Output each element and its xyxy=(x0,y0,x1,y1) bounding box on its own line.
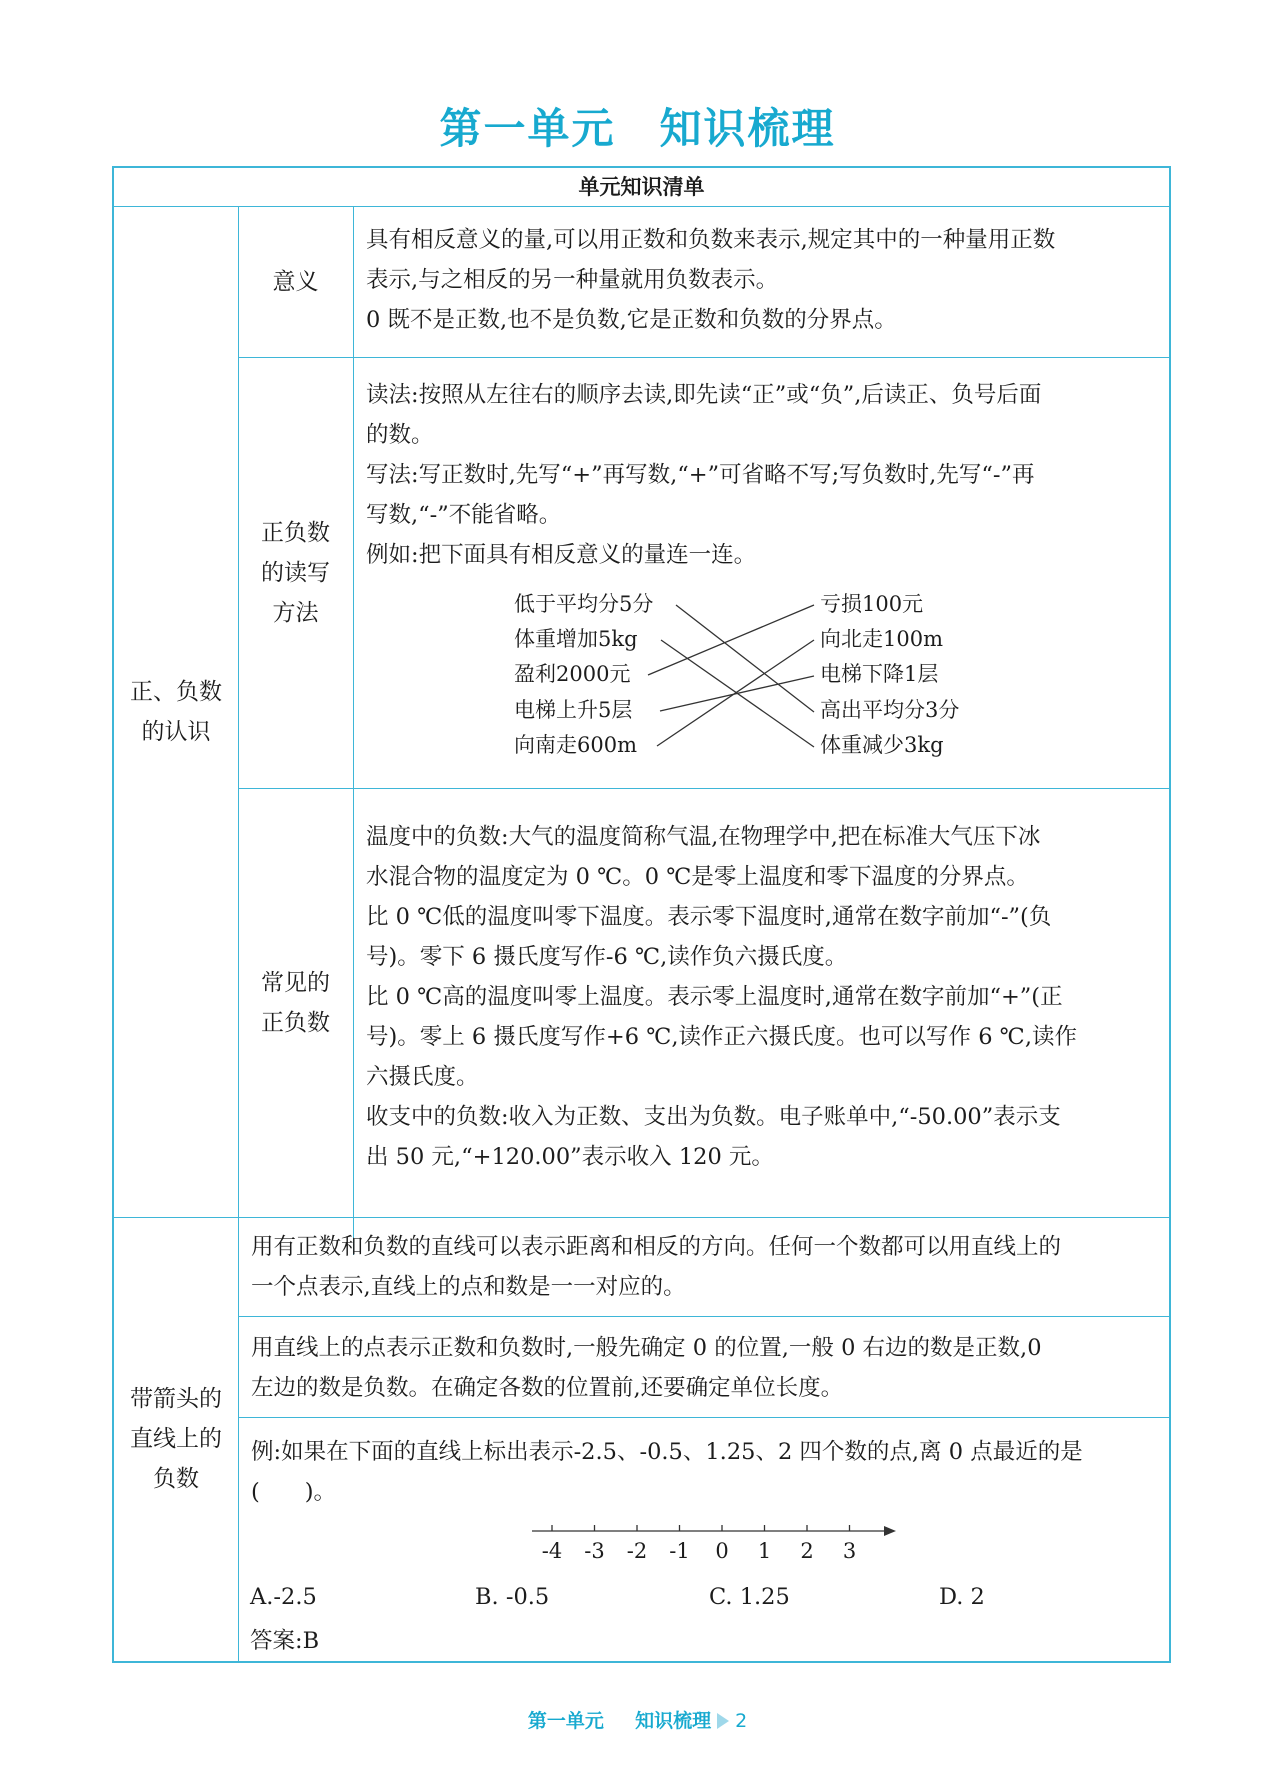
match-left-item: 盈利2000元 xyxy=(514,662,631,686)
option-c: C. 1.25 xyxy=(709,1584,790,1610)
text-line: 0 既不是正数,也不是负数,它是正数和负数的分界点。 xyxy=(366,307,897,333)
answer: 答案:B xyxy=(250,1628,320,1654)
match-left-item: 低于平均分5分 xyxy=(514,592,654,616)
text-line: 例:如果在下面的直线上标出表示-2.5、-0.5、1.25、2 四个数的点,离 0 点最近的是 xyxy=(251,1439,1083,1465)
left-items xyxy=(514,592,653,757)
label-line: 负数 xyxy=(153,1466,199,1492)
section-label-positive-negative xyxy=(114,206,238,1217)
text-line: 读法:按照从左往右的顺序去读,即先读“正”或“负”,后读正、负号后面 xyxy=(366,382,1042,408)
text-line: 号)。零下 6 摄氏度写作-6 ℃,读作负六摄氏度。 xyxy=(366,944,848,970)
text-line: 写法:写正数时,先写“+”再写数,“+”可省略不写;写负数时,先写“-”再 xyxy=(366,462,1035,488)
option-b: B. -0.5 xyxy=(475,1584,550,1610)
text-line: ( )。 xyxy=(251,1479,337,1505)
text-line: 例如:把下面具有相反意义的量连一连。 xyxy=(366,542,757,568)
label-line: 的读写 xyxy=(261,559,330,586)
text-line: 用直线上的点表示正数和负数时,一般先确定 0 的位置,一般 0 右边的数是正数,0 xyxy=(251,1335,1042,1361)
read-write-label xyxy=(238,357,353,788)
label-line: 的认识 xyxy=(141,718,211,745)
text-line: 收支中的负数:收入为正数、支出为负数。电子账单中,“-50.00”表示支 xyxy=(366,1104,1061,1130)
label-line: 直线上的 xyxy=(130,1426,222,1452)
match-right-item: 电梯下降1层 xyxy=(820,662,939,686)
text-line: 表示,与之相反的另一种量就用负数表示。 xyxy=(366,267,779,293)
page-footer xyxy=(0,1706,1275,1733)
meaning-content xyxy=(353,220,1169,340)
number-line-row1 xyxy=(238,1227,1169,1307)
text-line: 写数,“-”不能省略。 xyxy=(366,502,562,528)
knowledge-table xyxy=(112,166,1171,1663)
page-number: 2 xyxy=(735,1710,748,1732)
label-line: 方法 xyxy=(272,599,319,626)
matching-lines xyxy=(648,605,814,747)
label-line: 意义 xyxy=(272,268,319,295)
label-line: 正负数 xyxy=(261,519,330,546)
section-label-number-line xyxy=(114,1217,238,1661)
label-line: 正负数 xyxy=(261,1009,330,1036)
text-line: 比 0 ℃高的温度叫零上温度。表示零上温度时,通常在数字前加“+”(正 xyxy=(366,984,1063,1010)
triangle-icon xyxy=(717,1713,729,1729)
number-line-label: 3 xyxy=(842,1539,857,1563)
number-line-label: -1 xyxy=(669,1539,690,1563)
match-right-item: 高出平均分3分 xyxy=(820,698,960,722)
table-header: 单元知识清单 xyxy=(578,175,705,199)
match-right-item: 向北走100m xyxy=(820,627,943,651)
meaning-label xyxy=(238,206,353,357)
number-line-label: -2 xyxy=(626,1539,648,1563)
number-line-row2 xyxy=(238,1328,1169,1408)
footer-unit: 第一单元 xyxy=(527,1710,604,1732)
text-line: 用有正数和负数的直线可以表示距离和相反的方向。任何一个数都可以用直线上的 xyxy=(251,1234,1062,1260)
text-line: 号)。零上 6 摄氏度写作+6 ℃,读作正六摄氏度。也可以写作 6 ℃,读作 xyxy=(366,1024,1077,1050)
text-line: 具有相反意义的量,可以用正数和负数来表示,规定其中的一种量用正数 xyxy=(366,227,1056,253)
match-right-item: 亏损100元 xyxy=(820,592,924,616)
number-line-label: 2 xyxy=(800,1539,814,1563)
page-title: 第一单元 知识梳理 xyxy=(439,104,836,153)
label-line: 常见的 xyxy=(261,969,330,996)
number-line-label: -4 xyxy=(541,1539,563,1563)
read-write-content xyxy=(353,375,1169,575)
matching-exercise xyxy=(514,588,1074,778)
text-line: 六摄氏度。 xyxy=(366,1064,479,1090)
footer-topic: 知识梳理 xyxy=(635,1710,712,1732)
match-line xyxy=(648,605,814,675)
label-line: 正、负数 xyxy=(130,678,222,705)
match-right-item: 体重减少3kg xyxy=(820,733,944,757)
text-line: 的数。 xyxy=(366,422,434,448)
text-line: 水混合物的温度定为 0 ℃。0 ℃是零上温度和零下温度的分界点。 xyxy=(366,864,1029,890)
text-line: 一个点表示,直线上的点和数是一一对应的。 xyxy=(251,1274,686,1300)
number-line-example xyxy=(238,1432,1169,1512)
match-line xyxy=(676,605,814,712)
text-line: 温度中的负数:大气的温度简称气温,在物理学中,把在标准大气压下冰 xyxy=(366,824,1041,850)
right-items xyxy=(820,592,959,757)
number-line-label: -3 xyxy=(584,1539,605,1563)
number-line-diagram xyxy=(524,1513,904,1573)
option-d: D. 2 xyxy=(939,1584,985,1610)
option-a: A.-2.5 xyxy=(250,1584,317,1610)
match-left-item: 向南走600m xyxy=(514,733,637,757)
common-numbers-content xyxy=(353,817,1169,1177)
arrow-icon xyxy=(884,1526,896,1536)
match-left-item: 体重增加5kg xyxy=(514,627,638,651)
match-left-item: 电梯上升5层 xyxy=(514,698,633,722)
number-line-label: 0 xyxy=(715,1539,729,1563)
text-line: 出 50 元,“+120.00”表示收入 120 元。 xyxy=(366,1144,774,1170)
common-numbers-label xyxy=(238,788,353,1217)
text-line: 左边的数是负数。在确定各数的位置前,还要确定单位长度。 xyxy=(251,1375,844,1401)
text-line: 比 0 ℃低的温度叫零下温度。表示零下温度时,通常在数字前加“-”(负 xyxy=(366,904,1052,930)
number-line-label: 1 xyxy=(757,1539,772,1563)
label-line: 带箭头的 xyxy=(130,1386,222,1412)
